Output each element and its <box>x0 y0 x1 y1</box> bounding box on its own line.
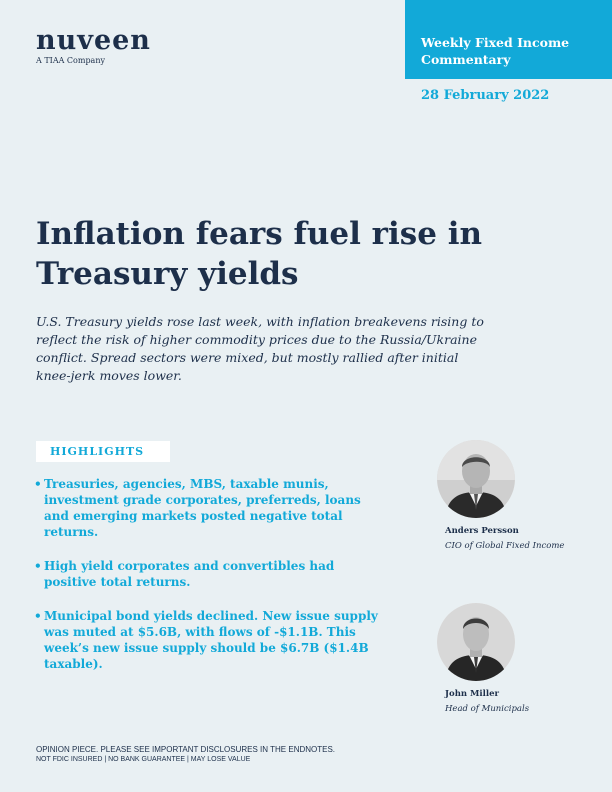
series-title-line-1: Weekly Fixed Income <box>421 35 570 50</box>
highlight-text: Treasuries, agencies, MBS, taxable munis, investment grade corporates, preferreds, loans and emerging markets posted negative total returns. <box>44 477 361 539</box>
regulatory-notices: NOT FDIC INSURED | NO BANK GUARANTEE | MAY LOSE VALUE <box>36 756 251 763</box>
brand-tagline: A TIAA Company <box>36 56 105 65</box>
highlight-text: High yield corporates and convertibles had positive total returns. <box>44 559 335 589</box>
author-name: Anders Persson <box>445 526 519 536</box>
author-card <box>437 440 587 551</box>
highlight-item <box>34 558 384 590</box>
disclaimer-text: OPINION PIECE. PLEASE SEE IMPORTANT DISCLOSURES IN THE ENDNOTES. <box>36 745 336 754</box>
page-title <box>36 214 506 294</box>
author-title: CIO of Global Fixed Income <box>445 541 565 551</box>
author-title: Head of Municipals <box>445 704 530 714</box>
portrait-icon <box>437 603 515 681</box>
bullet-icon: • <box>34 477 42 491</box>
author-photo <box>437 603 515 681</box>
highlight-item <box>34 608 384 672</box>
series-title-line-2: Commentary <box>421 52 511 67</box>
page-title-line-1: Inflation fears fuel rise in <box>36 216 483 252</box>
brand-name: nuveen <box>36 25 151 56</box>
author-card <box>437 603 587 714</box>
author-photo <box>437 440 515 518</box>
highlights-list <box>34 476 384 690</box>
bullet-icon: • <box>34 609 42 623</box>
portrait-icon <box>437 440 515 518</box>
highlights-label: HIGHLIGHTS <box>36 441 170 462</box>
page-title-line-2: Treasury yields <box>36 256 299 292</box>
bullet-icon: • <box>34 559 42 573</box>
highlight-text: Municipal bond yields declined. New issue supply was muted at $5.6B, with flows of -$1.1B. This week’s new issue supply should be $6.7B ($1.4B taxable). <box>44 609 378 671</box>
highlight-item <box>34 476 384 540</box>
nuveen-logo <box>36 26 151 65</box>
publication-date: 28 February 2022 <box>421 88 550 103</box>
series-title-box <box>405 0 612 79</box>
summary-paragraph: U.S. Treasury yields rose last week, with inflation breakevens rising to reflect the risk of higher commodity prices due to the Russia/Ukraine conflict. Spread sectors were mixed, but mostly rallied after initial knee-jerk moves lower. <box>36 314 484 383</box>
author-name: John Miller <box>445 689 499 699</box>
footer <box>36 744 335 765</box>
